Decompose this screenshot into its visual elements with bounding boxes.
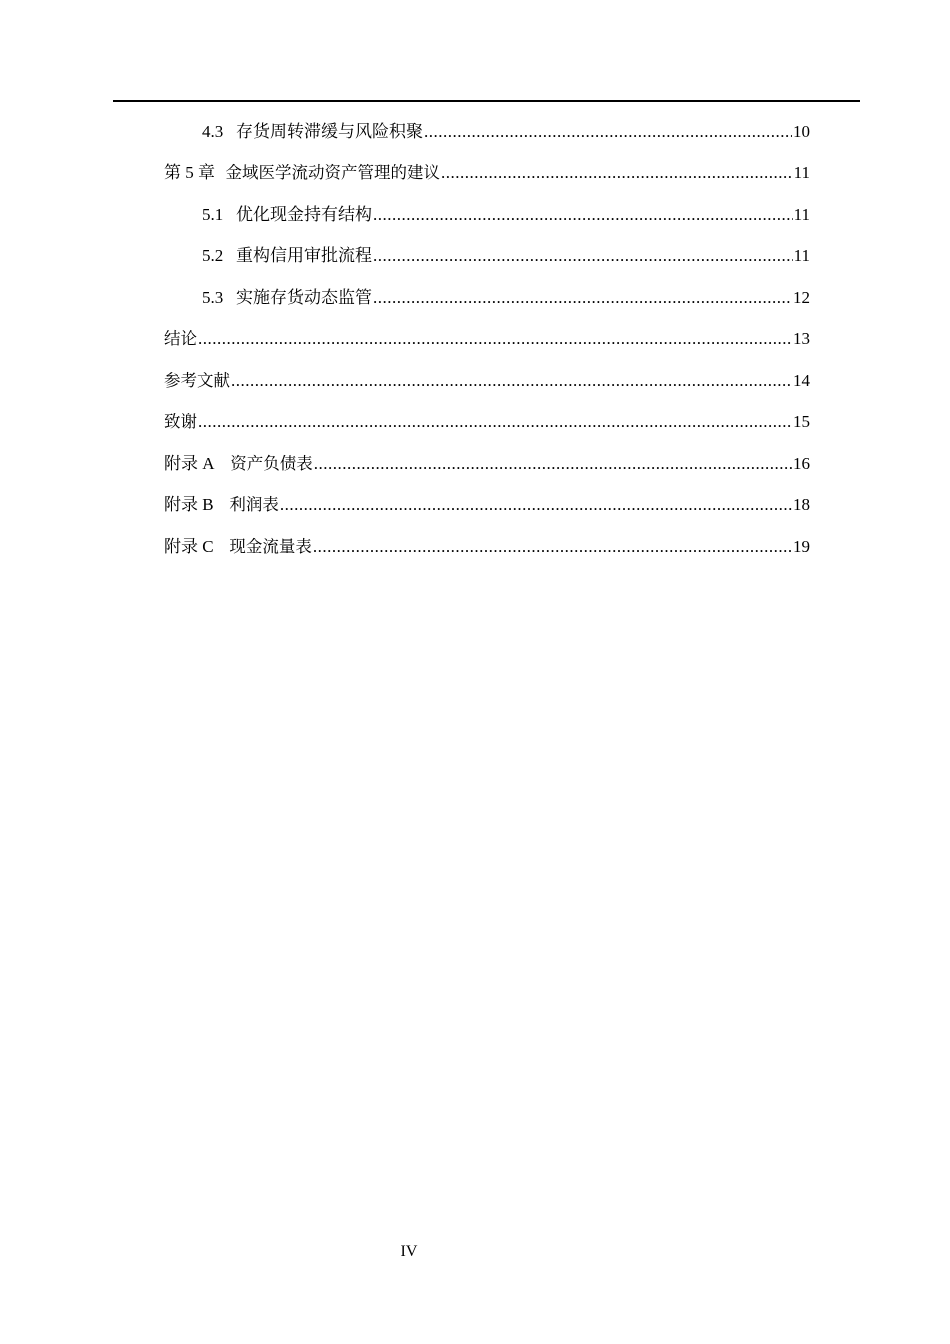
toc-entry-page: 11 bbox=[793, 205, 810, 224]
toc-entry-title: 致谢 bbox=[164, 412, 197, 431]
toc-leader-dots bbox=[280, 492, 792, 518]
toc-entry-appendix-a[interactable] bbox=[164, 451, 810, 477]
toc-entry-number: 5.1 bbox=[202, 205, 224, 224]
toc-leader-dots bbox=[373, 243, 793, 269]
toc-entry-4-3[interactable] bbox=[202, 119, 810, 145]
toc-leader-dots bbox=[314, 451, 792, 477]
toc-entry-conclusion[interactable] bbox=[164, 326, 810, 352]
toc-entry-title: 实施存货动态监管 bbox=[236, 288, 372, 307]
toc-entry-5-3[interactable] bbox=[202, 285, 810, 311]
toc-entry-5-2[interactable] bbox=[202, 243, 810, 269]
toc-entry-page: 12 bbox=[793, 288, 810, 307]
toc-entry-5-1[interactable] bbox=[202, 202, 810, 228]
toc-entry-page: 18 bbox=[793, 495, 810, 514]
toc-entry-page: 16 bbox=[793, 454, 810, 473]
toc-entry-title: 利润表 bbox=[229, 495, 279, 514]
toc-entry-title: 结论 bbox=[164, 329, 197, 348]
toc-entry-page: 19 bbox=[793, 537, 810, 556]
toc-entry-chapter-5[interactable] bbox=[164, 160, 810, 186]
toc-entry-title: 重构信用审批流程 bbox=[236, 246, 372, 265]
toc-entry-appendix-b[interactable] bbox=[164, 492, 810, 518]
toc-entry-title: 优化现金持有结构 bbox=[236, 205, 372, 224]
toc-leader-dots bbox=[231, 368, 792, 394]
toc-leader-dots bbox=[198, 326, 792, 352]
toc-entry-title: 现金流量表 bbox=[229, 537, 312, 556]
toc-entry-page: 11 bbox=[793, 163, 810, 182]
toc-leader-dots bbox=[313, 534, 792, 560]
toc-entry-page: 11 bbox=[793, 246, 810, 265]
toc-entry-appendix-c[interactable] bbox=[164, 534, 810, 560]
toc-entry-page: 10 bbox=[793, 122, 810, 141]
toc-entry-title: 参考文献 bbox=[164, 371, 230, 390]
toc-entry-number: 4.3 bbox=[202, 122, 224, 141]
toc-entry-number: 附录 C bbox=[164, 537, 214, 556]
toc-entry-references[interactable] bbox=[164, 368, 810, 394]
toc-leader-dots bbox=[373, 285, 792, 311]
page-number: IV bbox=[400, 1243, 418, 1260]
toc-entry-page: 14 bbox=[793, 371, 810, 390]
header-rule bbox=[113, 100, 860, 102]
toc-entry-number: 5.2 bbox=[202, 246, 224, 265]
toc-entry-title: 存货周转滞缓与风险积聚 bbox=[236, 122, 423, 141]
toc-entry-number: 5.3 bbox=[202, 288, 224, 307]
toc-entry-page: 13 bbox=[793, 329, 810, 348]
toc-entry-number: 附录 A bbox=[164, 454, 215, 473]
toc-leader-dots bbox=[441, 160, 793, 186]
toc-leader-dots bbox=[198, 409, 792, 435]
toc-entry-page: 15 bbox=[793, 412, 810, 431]
toc-entry-title: 资产负债表 bbox=[230, 454, 313, 473]
toc-leader-dots bbox=[424, 119, 792, 145]
toc-entry-title: 金域医学流动资产管理的建议 bbox=[225, 163, 440, 182]
toc-entry-acknowledgements[interactable] bbox=[164, 409, 810, 435]
toc-entry-number: 附录 B bbox=[164, 495, 214, 514]
toc-leader-dots bbox=[373, 202, 793, 228]
toc-entry-number: 第 5 章 bbox=[164, 163, 215, 182]
